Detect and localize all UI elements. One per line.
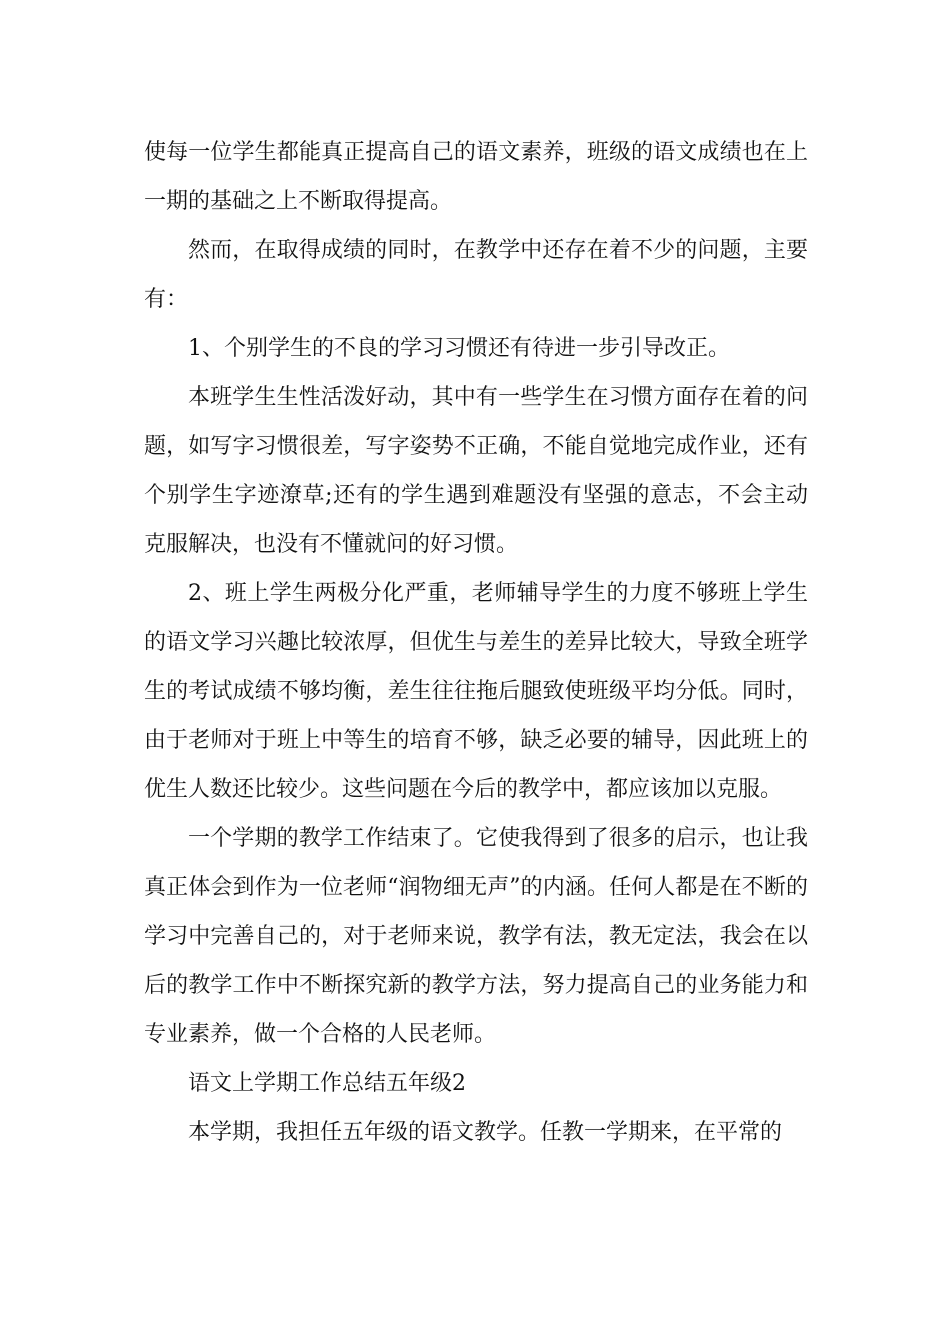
paragraph-point-2: 2、班上学生两极分化严重，老师辅导学生的力度不够班上学生的语文学习兴趣比较浓厚，但优生与差生的差异比较大，导致全班学生的考试成绩不够均衡，差生往往拖后腿致使班级平均分低。同时，由于老师对于班上中等生的培育不够，缺乏必要的辅导，因此班上的优生人数还比较少。这些问题在今后的教学中，都应该加以克服。 [144,581,808,802]
paragraph-problems-intro: 然而，在取得成绩的同时，在教学中还存在着不少的问题，主要有： [144,238,808,312]
section-heading: 语文上学期工作总结五年级2 [188,1071,466,1096]
paragraph-point-1: 1、个别学生的不良的学习习惯还有待进一步引导改正。 [188,336,730,361]
paragraph-point-1-detail: 本班学生生性活泼好动，其中有一些学生在习惯方面存在着的问题，如写字习惯很差，写字姿势不正确，不能自觉地完成作业，还有个别学生字迹潦草;还有的学生遇到难题没有坚强的意志，不会主动克服解决，也没有不懂就问的好习惯。 [144,385,808,557]
paragraph-continuation: 使每一位学生都能真正提高自己的语文素养，班级的语文成绩也在上一期的基础之上不断取得提高。 [144,140,808,214]
paragraph-section-2-start: 本学期，我担任五年级的语文教学。任教一学期来，在平常的 [188,1120,783,1145]
document-body [144,128,808,1157]
paragraph-conclusion: 一个学期的教学工作结束了。它使我得到了很多的启示，也让我真正体会到作为一位老师“润物细无声”的内涵。任何人都是在不断的学习中完善自己的，对于老师来说，教学有法，教无定法，我会在以后的教学工作中不断探究新的教学方法，努力提高自己的业务能力和专业素养，做一个合格的人民老师。 [144,826,808,1047]
